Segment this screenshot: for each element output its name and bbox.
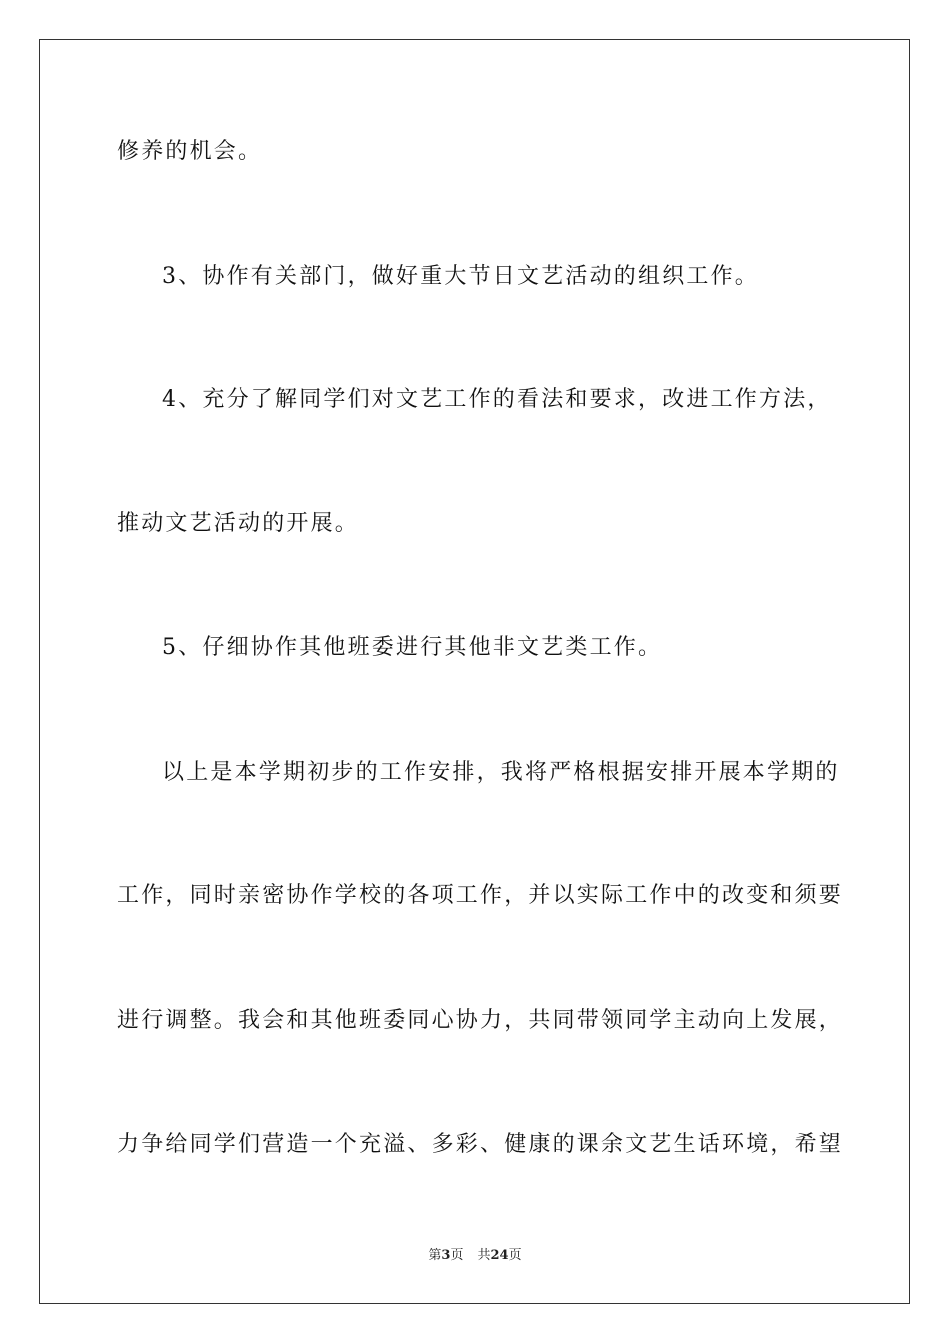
page-border bbox=[39, 39, 910, 1304]
text-line-4: 推动文艺活动的开展。 bbox=[117, 511, 360, 536]
page-footer bbox=[0, 1247, 950, 1265]
footer-total-pages: 24 bbox=[490, 1248, 509, 1263]
footer-page-prefix: 第 bbox=[428, 1248, 442, 1263]
text-line-5: 5、仔细协作其他班委进行其他非文艺类工作。 bbox=[162, 635, 663, 660]
footer-page-suffix: 页 bbox=[450, 1248, 464, 1263]
text-line-1: 修养的机会。 bbox=[117, 139, 263, 164]
text-line-9: 力争给同学们营造一个充溢、多彩、健康的课余文艺生话环境，希望 bbox=[117, 1132, 844, 1157]
text-line-3: 4、充分了解同学们对文艺工作的看法和要求，改进工作方法， bbox=[162, 387, 832, 412]
footer-total-suffix: 页 bbox=[508, 1248, 522, 1263]
text-line-6: 以上是本学期初步的工作安排，我将严格根据安排开展本学期的 bbox=[162, 760, 840, 785]
text-line-2: 3、协作有关部门，做好重大节日文艺活动的组织工作。 bbox=[162, 264, 759, 289]
footer-total-prefix: 共 bbox=[477, 1248, 491, 1263]
text-line-7: 工作，同时亲密协作学校的各项工作，并以实际工作中的改变和须要 bbox=[117, 883, 844, 908]
text-line-8: 进行调整。我会和其他班委同心协力，共同带领同学主动向上发展， bbox=[117, 1008, 844, 1033]
footer-page-number: 3 bbox=[441, 1248, 451, 1263]
